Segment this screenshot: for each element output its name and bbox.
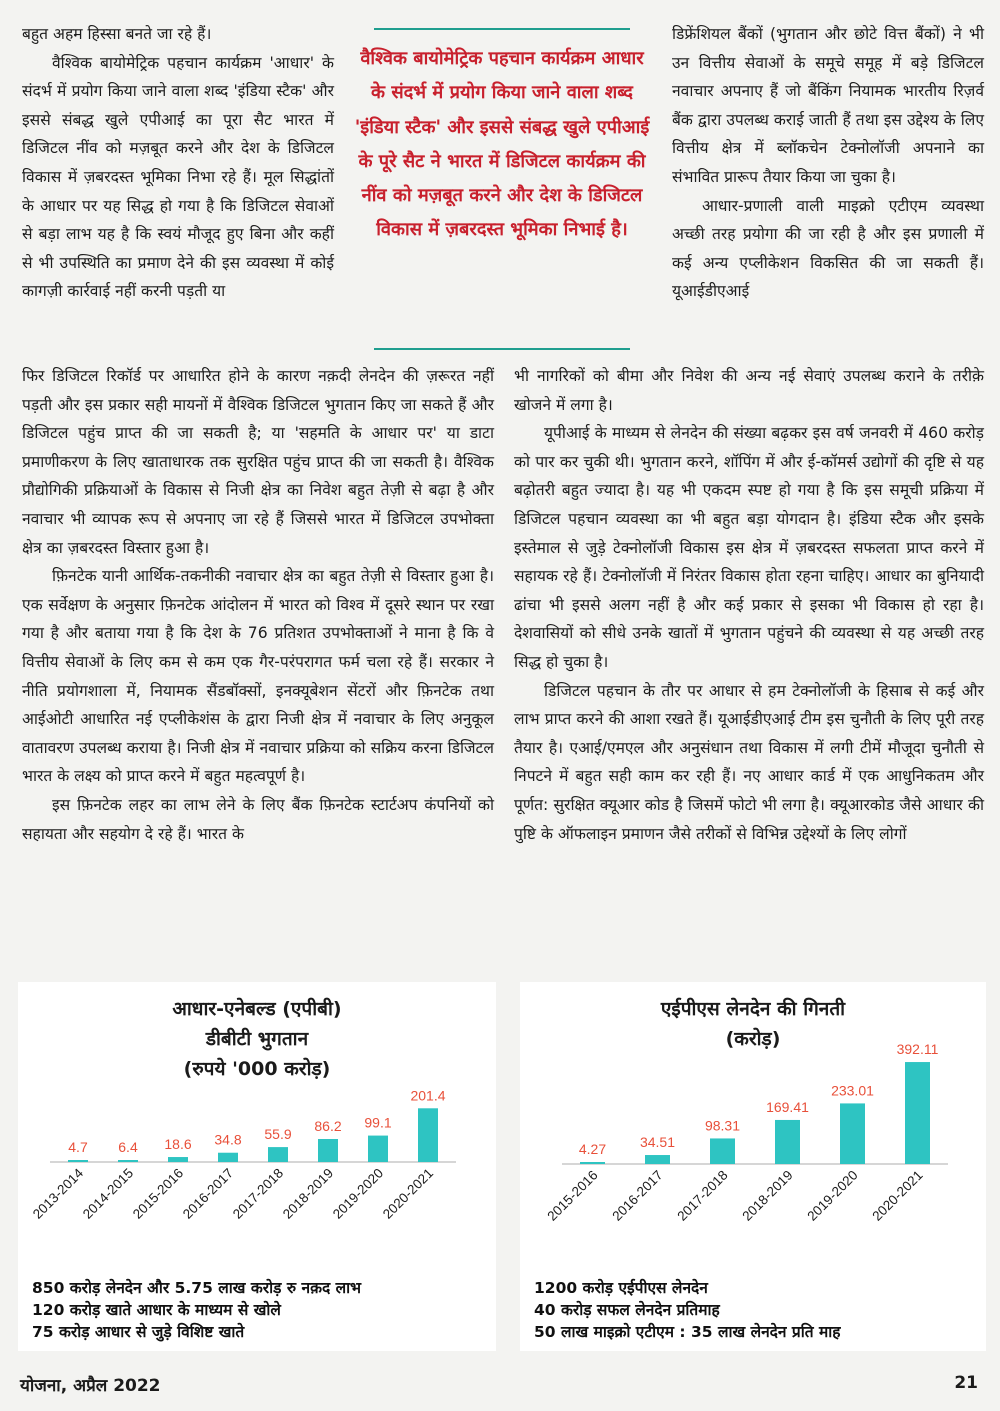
chart-data-label: 4.7 <box>68 1139 88 1155</box>
chart-bar <box>218 1153 238 1162</box>
chart-tick-label: 2015-2016 <box>544 1167 601 1224</box>
chart-data-label: 169.41 <box>766 1098 809 1115</box>
article-paragraph: डिफ्रेंशियल बैंकों (भुगतान और छोटे वित्त बैंकों) ने भी उन वित्तीय सेवाओं के समूचे समूह में बड़े डिजिटल नवाचार अपनाए हैं जो बैंकिंग नियामक भारतीय रिज़र्व बैंक द्वारा उपलब्ध कराई जाती हैं तथा इस उद्देश्य के लिए वित्तीय क्षेत्र में ब्लॉकचेन टेक्नोलॉजी अपनाने का संभावित प्रारूप तैयार किया जा चुका है। <box>672 25 984 186</box>
article-paragraph: इस फ़िनटेक लहर का लाभ लेने के लिए बैंक फ़िनटेक स्टार्टअप कंपनियों को सहायता और सहयोग दे रहे हैं। भारत के <box>22 795 494 843</box>
chart-title-line: (रुपये '000 करोड़) <box>183 1058 331 1080</box>
chart-bar <box>775 1120 800 1164</box>
chart-tick-label: 2020-2021 <box>379 1165 437 1222</box>
chart-note: 1200 करोड़ एईपीएस लेनदेन <box>534 1279 708 1297</box>
article-paragraph: डिजिटल पहचान के तौर पर आधार से हम टेक्नोलॉजी के हिसाब से कई और लाभ प्राप्त करने की आशा रखते हैं। यूआईडीएआई टीम इस चुनौती के लिए पूरी तरह तैयार है। एआई/एमएल और अनुसंधान तथा विकास में लगी टीमें मौजूदा चुनौती से निपटने में बहुत सही काम कर रही हैं। नए आधार कार्ड में एक आधुनिकतम और पूर्णत: सुरक्षित क्यूआर कोड है जिसमें फोटो भी लगा है। क्यूआरकोड जैसे आधार की पुष्टि के ऑफलाइन प्रमाणन जैसे तरीकों से विभिन्न उद्देश्यों के लिए लोगों <box>514 681 984 843</box>
footer-publication: योजना, अप्रैल 2022 <box>20 1376 161 1396</box>
chart-tick-label: 2016-2017 <box>179 1165 237 1222</box>
chart-data-label: 98.31 <box>704 1117 741 1134</box>
chart-aeps-transactions <box>520 982 986 1351</box>
chart-bar <box>168 1157 188 1162</box>
chart-note: 50 लाख माइक्रो एटीएम : 35 लाख लेनदेन प्रति माह <box>534 1323 841 1341</box>
chart-tick-label: 2017-2018 <box>229 1165 287 1222</box>
chart-bar <box>318 1139 338 1162</box>
chart-tick-label: 2019-2020 <box>804 1167 861 1224</box>
chart-data-label: 86.2 <box>314 1118 342 1135</box>
chart-title-line: (करोड़) <box>725 1028 781 1050</box>
chart-tick-label: 2013-2014 <box>29 1165 87 1222</box>
chart-data-label: 233.01 <box>831 1082 874 1099</box>
article-paragraph: वैश्विक बायोमेट्रिक पहचान कार्यक्रम 'आधार' के संदर्भ में प्रयोग किया जाने वाला शब्द 'इंडिया स्टैक' और इससे संबद्ध खुले एपीआई का पूरा सैट भारत में डिजिटल नींव को मज़बूत करने और देश के डिजिटल विकास में ज़बरदस्त भूमिका निभा रहे हैं। मूल सिद्धांतों के आधार पर यह सिद्ध हो गया है कि डिजिटल सेवाओं से बड़ा लाभ यह है कि स्वयं मौजूद हुए बिना और कहीं से भी उपस्थिति का प्रमाण देने की इस व्यवस्था में कोई कागज़ी कार्रवाई नहीं करनी पड़ती या <box>22 53 334 301</box>
article-paragraph: भी नागरिकों को बीमा और निवेश की अन्य नई सेवाएं उपलब्ध कराने के तरीक़े खोजने में लगा है। <box>514 367 984 414</box>
chart-data-label: 6.4 <box>118 1139 138 1155</box>
article-column-right-top <box>672 20 984 306</box>
article-paragraph: फिर डिजिटल रिकॉर्ड पर आधारित होने के कारण नक़दी लेनदेन की ज़रूरत नहीं पड़ती और इस प्रकार सही मायनों में वैश्विक डिजिटल भुगतान किए जा सकते हैं और डिजिटल पहुंच प्राप्त की जा सकती है; या 'सहमति के आधार पर' या डाटा प्रमाणीकरण के लिए खाताधारक तक सुरक्षित पहुंच प्राप्त की जा सकती है। वैश्विक प्रौद्योगिकी प्रक्रियाओं के विकास से निजी क्षेत्र का निवेश बहुत तेज़ी से बढ़ा है और नवाचार भी व्यापक रूप से अपनाए जा रहे हैं जिससे भारत में डिजिटल उपभोक्ता क्षेत्र का ज़बरदस्त विस्तार हुआ है। <box>22 367 494 557</box>
chart-data-label: 34.51 <box>639 1134 676 1151</box>
chart-bar <box>68 1160 88 1162</box>
chart-data-label: 55.9 <box>264 1126 292 1143</box>
chart-data-label: 4.27 <box>578 1141 607 1157</box>
chart-aadhaar-dbt-payments <box>18 982 496 1351</box>
chart-title-line: एईपीएस लेनदेन की गिनती <box>660 998 846 1020</box>
footer-page-number: 21 <box>954 1373 978 1393</box>
article-paragraph: बहुत अहम हिस्सा बनते जा रहे हैं। <box>22 25 212 43</box>
chart-notes <box>534 1277 984 1343</box>
chart-title-line: आधार-एनेबल्ड (एपीबी) <box>172 998 342 1020</box>
chart-tick-label: 2020-2021 <box>869 1167 926 1224</box>
chart-data-label: 34.8 <box>214 1131 242 1148</box>
chart-note: 120 करोड़ खाते आधार के माध्यम से खोले <box>32 1301 281 1319</box>
chart-notes <box>32 1277 482 1343</box>
chart-tick-label: 2018-2019 <box>279 1165 337 1222</box>
article-paragraph: यूपीआई के माध्यम से लेनदेन की संख्या बढ़कर इस वर्ष जनवरी में 460 करोड़ को पार कर चुकी थी। भुगतान करने, शॉपिंग में और ई-कॉमर्स उद्योगों की दृष्टि से यह बढ़ोतरी बहुत ज्यादा है। यह भी एकदम स्पष्ट हो गया है कि इस समूची प्रक्रिया में डिजिटल पहचान व्यवस्था का भी बहुत बड़ा योगदान है। इंडिया स्टैक और इसके इस्तेमाल से जुड़े टेक्नोलॉजी विकास इस क्षेत्र में ज़बरदस्त सफलता प्राप्त करने में सहायक रहे हैं। टेक्नोलॉजी में निरंतर विकास होता रहना चाहिए। आधार का बुनियादी ढांचा भी इससे अलग नहीं है और कई प्रकार से इसका भी विकास हो रहा है। देशवासियों को सीधे उनके खातों में भुगतान पहुंचने की व्यवस्था से यह अच्छी तरह सिद्ध हो चुका है। <box>514 424 984 671</box>
article-paragraph: फ़िनटेक यानी आर्थिक-तकनीकी नवाचार क्षेत्र का बहुत तेज़ी से विस्तार हुआ है। एक सर्वेक्षण के अनुसार फ़िनटेक आंदोलन में भारत को विश्व में दूसरे स्थान पर रखा गया है और बताया गया है कि देश के 76 प्रतिशत उपभोक्ताओं ने माना है कि वे वित्तीय सेवाओं के लिए कम से कम एक गैर-परंपरागत फर्म चला रहे हैं। सरकार ने नीति प्रयोगशाला में, नियामक सैंडबॉक्सों, इनक्यूबेशन सेंटरों और फ़िनटेक तथा आईओटी आधारित नई एप्लीकेशंस के द्वारा निजी क्षेत्र में नवाचार के लिए अनुकूल वातावरण उपलब्ध कराया है। निजी क्षेत्र में नवाचार प्रक्रिया को सक्रिय करना डिजिटल भारत के लक्ष्य को प्राप्त करने में बहुत महत्वपूर्ण है। <box>22 567 494 786</box>
article-column-left-top <box>22 20 334 306</box>
chart-note: 850 करोड़ लेनदेन और 5.75 लाख करोड़ रु नक़द लाभ <box>32 1279 362 1297</box>
pull-quote <box>352 28 652 350</box>
chart-bar <box>840 1103 865 1164</box>
chart-title-line: डीबीटी भुगतान <box>205 1028 309 1050</box>
chart-note: 75 करोड़ आधार से जुड़े विशिष्ट खाते <box>32 1323 245 1341</box>
chart-data-label: 201.4 <box>410 1087 446 1104</box>
pull-quote-rule-bottom <box>374 348 630 350</box>
chart-data-label: 18.6 <box>164 1136 192 1153</box>
chart-tick-label: 2014-2015 <box>79 1165 137 1222</box>
chart-bar <box>645 1155 670 1164</box>
chart-bar <box>368 1136 388 1162</box>
chart-data-label: 99.1 <box>364 1114 392 1131</box>
chart-note: 40 करोड़ सफल लेनदेन प्रतिमाह <box>534 1301 720 1319</box>
article-column-right-bottom <box>514 362 984 848</box>
chart-bar <box>118 1160 138 1162</box>
chart-bar <box>580 1162 605 1164</box>
chart-bar <box>905 1062 930 1164</box>
chart-tick-label: 2018-2019 <box>739 1167 796 1224</box>
article-paragraph: आधार-प्रणाली वाली माइक्रो एटीएम व्यवस्था अच्छी तरह प्रयोगा की जा रही है और इस प्रणाली में कई अन्य एप्लीकेशन विकसित की जा सकती हैं। यूआईडीएआई <box>672 196 984 301</box>
chart-bar <box>710 1138 735 1164</box>
chart-data-label: 392.11 <box>896 1041 939 1058</box>
chart-tick-label: 2017-2018 <box>674 1167 731 1224</box>
pull-quote-rule-top <box>374 28 630 30</box>
pull-quote-text: वैश्विक बायोमेट्रिक पहचान कार्यक्रम आधार के संदर्भ में प्रयोग किया जाने वाला शब्द 'इंडिया स्टैक' और इससे संबद्ध खुले एपीआई के पूरे सैट ने भारत में डिजिटल कार्यक्रम की नींव को मज़बूत करने और देश के डिजिटल विकास में ज़बरदस्त भूमिका निभाई है। <box>354 48 650 241</box>
chart-tick-label: 2016-2017 <box>609 1167 666 1224</box>
chart-bar <box>418 1108 438 1162</box>
chart-tick-label: 2015-2016 <box>129 1165 187 1222</box>
chart-tick-label: 2019-2020 <box>329 1165 387 1222</box>
chart-bar <box>268 1147 288 1162</box>
article-column-left-bottom <box>22 362 494 848</box>
